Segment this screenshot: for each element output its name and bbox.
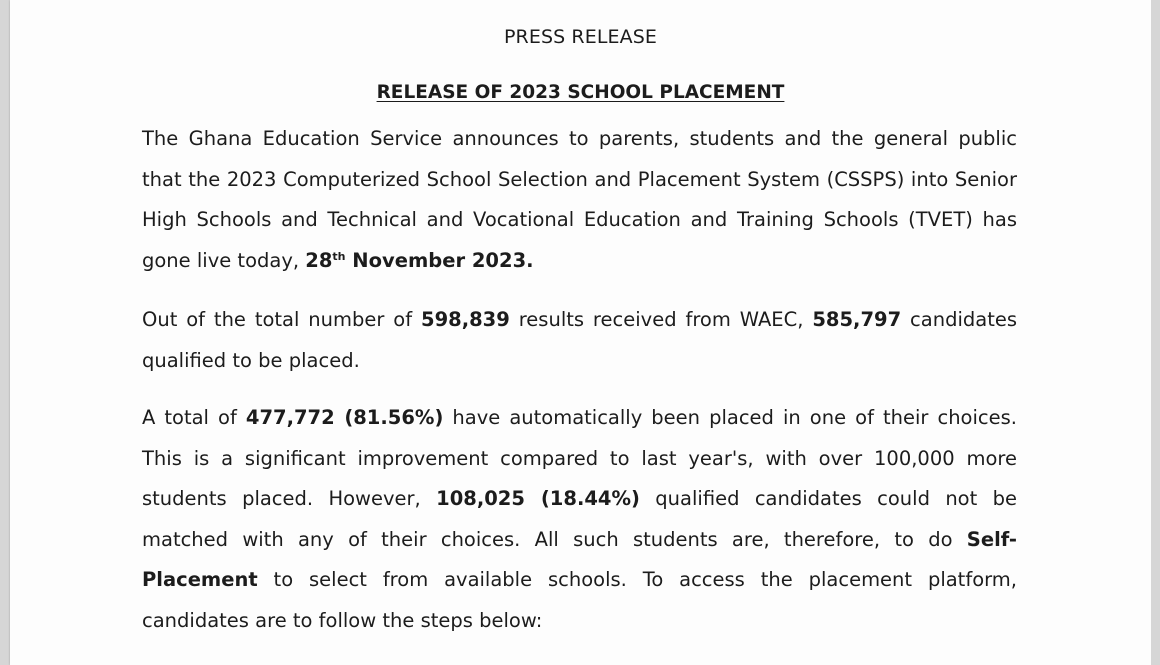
- results-text-2: results received from WAEC,: [509, 308, 813, 331]
- release-date-day: 28: [305, 248, 333, 272]
- results-received-count: 598,839: [421, 308, 510, 331]
- qualified-count: 585,797: [812, 308, 902, 331]
- page-margin-left: [0, 0, 10, 665]
- release-date-suffix: th: [332, 249, 346, 263]
- unmatched-count: 108,025 (18.44%): [436, 487, 640, 510]
- release-date-rest: November 2023.: [345, 248, 534, 272]
- paragraph-announcement: [142, 119, 1017, 281]
- press-release-header: PRESS RELEASE: [504, 26, 657, 48]
- paragraph-results: [142, 300, 1017, 381]
- placed-count: 477,772 (81.56%): [245, 406, 444, 429]
- document-page: [10, 0, 1151, 665]
- results-text-3: candidates qualified to be placed.: [142, 308, 1018, 372]
- placement-text-2: have automatically been placed in one of their choices. This is a significant improvement compared to last year's, with over 100,000 more students placed. However,: [142, 406, 1017, 510]
- placement-text-4: to select from available schools. To access the placement platform, candidates are to follow the steps below:: [142, 568, 1017, 632]
- announcement-text: The Ghana Education Service announces to parents, students and the general public that the 2023 Computerized School Selection and Placement System (CSSPS) into Senior High Schools and Technical and Vocational Education and Training Schools (TVET) has gone live today,: [142, 127, 1017, 272]
- self-placement-term: Self-Placement: [142, 527, 1017, 591]
- page-margin-right: [1151, 0, 1160, 665]
- document-title: RELEASE OF 2023 SCHOOL PLACEMENT: [376, 82, 785, 103]
- placement-text-3: qualified candidates could not be matched with any of their choices. All such students are, therefore, to do: [142, 487, 1017, 551]
- paragraph-placement: [142, 398, 1017, 641]
- release-date: [305, 249, 533, 272]
- results-text-1: Out of the total number of: [142, 308, 421, 331]
- placement-text-1: A total of: [142, 406, 246, 429]
